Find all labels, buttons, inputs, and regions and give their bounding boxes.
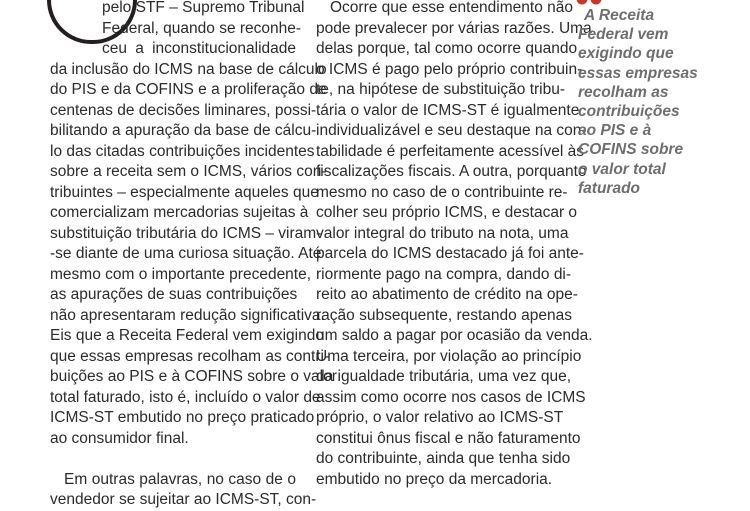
text-line: bilitando a apuração da base de cálcu- <box>50 122 317 139</box>
text-line: da inclusão do ICMS na base de cálculo <box>50 60 327 78</box>
pull-quote-line: contribuições <box>578 102 680 120</box>
text-line: delas porque, tal como ocorre quando <box>316 40 578 57</box>
text-line: da igualdade tributária, uma vez que, <box>316 368 572 385</box>
pull-quote-line: faturado <box>578 179 640 197</box>
text-line: tabilidade é perfeitamente acessível às <box>316 142 584 160</box>
text-line: Eis que a Receita Federal vem exigindo <box>50 327 324 344</box>
text-line: mesmo com o importante precedente, <box>50 265 312 283</box>
text-line: um saldo a pagar por ocasião da venda. <box>316 327 593 344</box>
text-line: constitui ônus fiscal e não faturamento <box>316 429 581 447</box>
text-line: tribuintes – especialmente aqueles que <box>50 183 319 201</box>
text-line: individualizável e seu destaque na con- <box>316 122 587 139</box>
text-line: embutido no preço da mercadoria. <box>316 470 553 488</box>
text-line: -se diante de uma curiosa situação. Até <box>50 245 322 262</box>
text-line: assim como ocorre nos casos de ICMS <box>316 388 586 406</box>
text-line: pelo STF – Supremo Tribunal <box>102 0 305 16</box>
pull-quote <box>578 6 750 198</box>
text-line: próprio, o valor relativo ao ICMS-ST <box>316 409 564 426</box>
text-line: sobre a receita sem o ICMS, vários con- <box>50 163 327 180</box>
pull-quote-line: recolham as <box>578 83 669 101</box>
text-line: Em outras palavras, no caso de o <box>64 470 296 488</box>
text-line: o ICMS é pago pelo próprio contribuin- <box>316 60 583 78</box>
article-column-middle <box>316 0 593 490</box>
text-line: riormente pago na compra, dando di- <box>316 265 572 283</box>
text-line: mesmo no caso de o contribuinte re- <box>316 183 568 201</box>
article-column-left <box>50 0 337 511</box>
text-line: Ocorre que esse entendimento não <box>330 0 573 16</box>
text-line <box>50 449 296 470</box>
text-line: parcela do ICMS destacado já foi ante- <box>316 245 584 262</box>
text-line: ICMS-ST embutido no preço praticado <box>50 409 315 426</box>
text-line: centenas de decisões liminares, possi- <box>50 101 317 119</box>
text-line: do PIS e da COFINS e a proliferação de <box>50 81 327 98</box>
text-line: tária o valor de ICMS-ST é igualmente <box>316 101 580 119</box>
pull-quote-line: ao PIS e à <box>578 122 652 140</box>
pull-quote-line: exigindo que <box>578 45 674 63</box>
text-line: fiscalizações fiscais. A outra, porquanto <box>316 163 587 180</box>
text-line: Federal, quando se reconhe- <box>102 19 302 37</box>
pull-quote-line: COFINS sobre <box>578 141 684 159</box>
text-line: pode prevalecer por várias razões. Uma <box>316 19 592 37</box>
pull-quote-line: o valor total <box>578 160 666 178</box>
text-line: lo das citadas contribuições incidentes <box>50 142 315 160</box>
text-line: reito ao abatimento de crédito na ope- <box>316 286 578 303</box>
text-line: as apurações de suas contribuições <box>50 286 298 303</box>
pull-quote-line: essas empresas <box>578 64 698 82</box>
pull-quote-line: Federal vem <box>578 26 669 44</box>
text-line: valor integral do tributo na nota, uma <box>316 224 569 242</box>
text-line: ração subsequente, restando apenas <box>316 306 572 324</box>
text-line: buições ao PIS e à COFINS sobre o valor <box>50 368 337 385</box>
text-line: do contribuinte, ainda que tenha sido <box>316 450 571 467</box>
text-line: te, na hipótese de substituição tribu- <box>316 81 566 98</box>
text-line: Uma terceira, por violação ao princípio <box>316 347 582 365</box>
text-line: não apresentaram redução significativa. <box>50 306 325 324</box>
text-line: ceu a inconstitucionalidade <box>102 40 296 57</box>
text-line: total faturado, isto é, incluído o valor de <box>50 388 321 406</box>
text-line: vendedor se sujeitar ao ICMS-ST, con- <box>50 491 317 508</box>
text-line: colher seu próprio ICMS, e destacar o <box>316 204 578 221</box>
text-line: que essas empresas recolham as contri- <box>50 347 330 365</box>
text-line: comercializam mercadorias sujeitas à <box>50 204 309 221</box>
text-line: ao consumidor final. <box>50 429 189 447</box>
pull-quote-line: A Receita <box>584 7 655 24</box>
text-line: substituição tributária do ICMS – viram- <box>50 224 322 242</box>
